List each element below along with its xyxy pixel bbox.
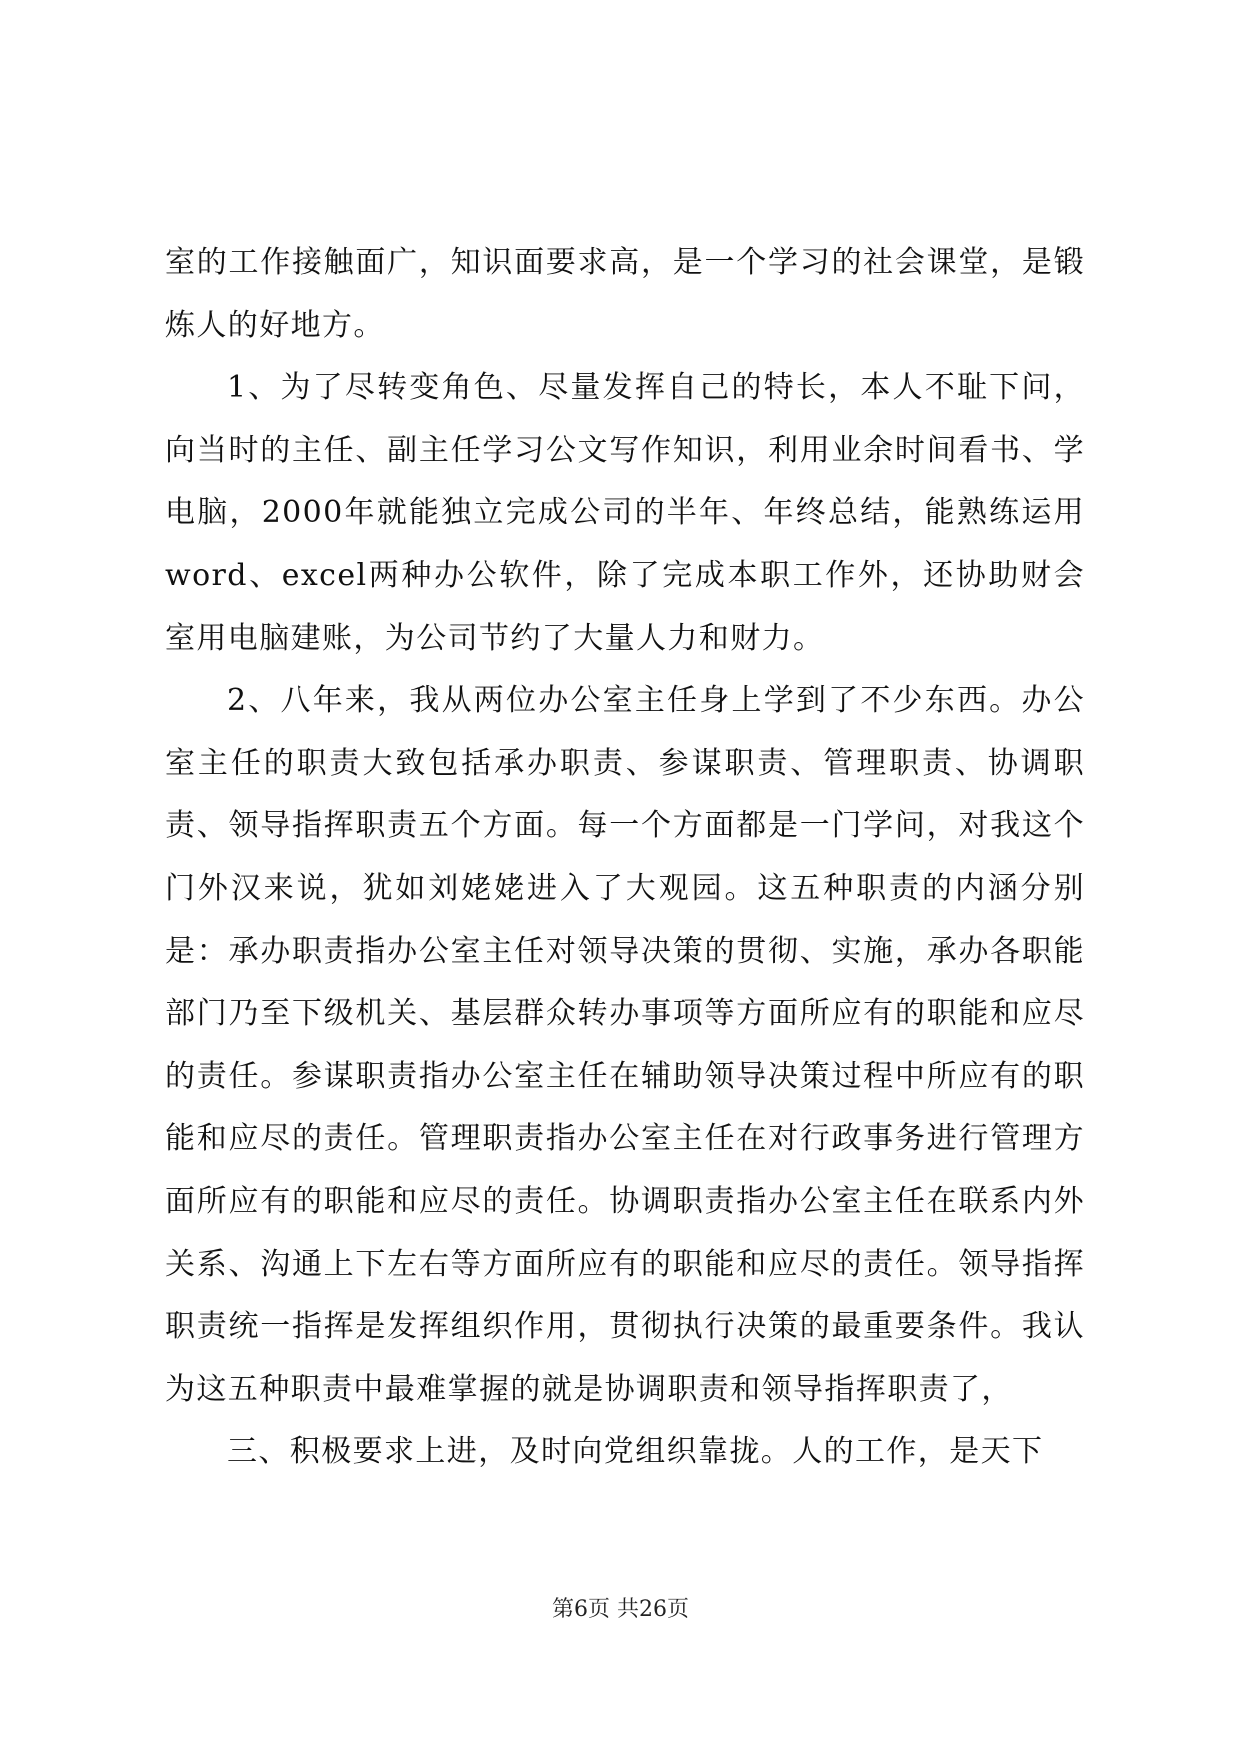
page-number-footer: 第6页 共26页 [552,1597,689,1622]
paragraph-item-1: 1、为了尽转变角色、尽量发挥自己的特长，本人不耻下问，向当时的主任、副主任学习公文写作知识，利用业余时间看书、学电脑，2000年就能独立完成公司的半年、年终总结，能熟练运用word、excel两种办公软件，除了完成本职工作外，还协助财会室用电脑建账，为公司节约了大量人力和财力。 [165,370,1085,656]
paragraph-section-3: 三、积极要求上进，及时向党组织靠拢。人的工作，是天下 [227,1434,1044,1470]
document-body [165,232,1085,1484]
paragraph-continuation: 室的工作接触面广，知识面要求高，是一个学习的社会课堂，是锻炼人的好地方。 [165,245,1085,343]
paragraph-item-2: 2、八年来，我从两位办公室主任身上学到了不少东西。办公室主任的职责大致包括承办职责、参谋职责、管理职责、协调职责、领导指挥职责五个方面。每一个方面都是一门学问，对我这个门外汉来说，犹如刘姥姥进入了大观园。这五种职责的内涵分别是：承办职责指办公室主任对领导决策的贯彻、实施，承办各职能部门乃至下级机关、基层群众转办事项等方面所应有的职能和应尽的责任。参谋职责指办公室主任在辅助领导决策过程中所应有的职能和应尽的责任。管理职责指办公室主任在对行政事务进行管理方面所应有的职能和应尽的责任。协调职责指办公室主任在联系内外关系、沟通上下左右等方面所应有的职能和应尽的责任。领导指挥职责统一指挥是发挥组织作用，贯彻执行决策的最重要条件。我认为这五种职责中最难掌握的就是协调职责和领导指挥职责了， [165,683,1085,1407]
